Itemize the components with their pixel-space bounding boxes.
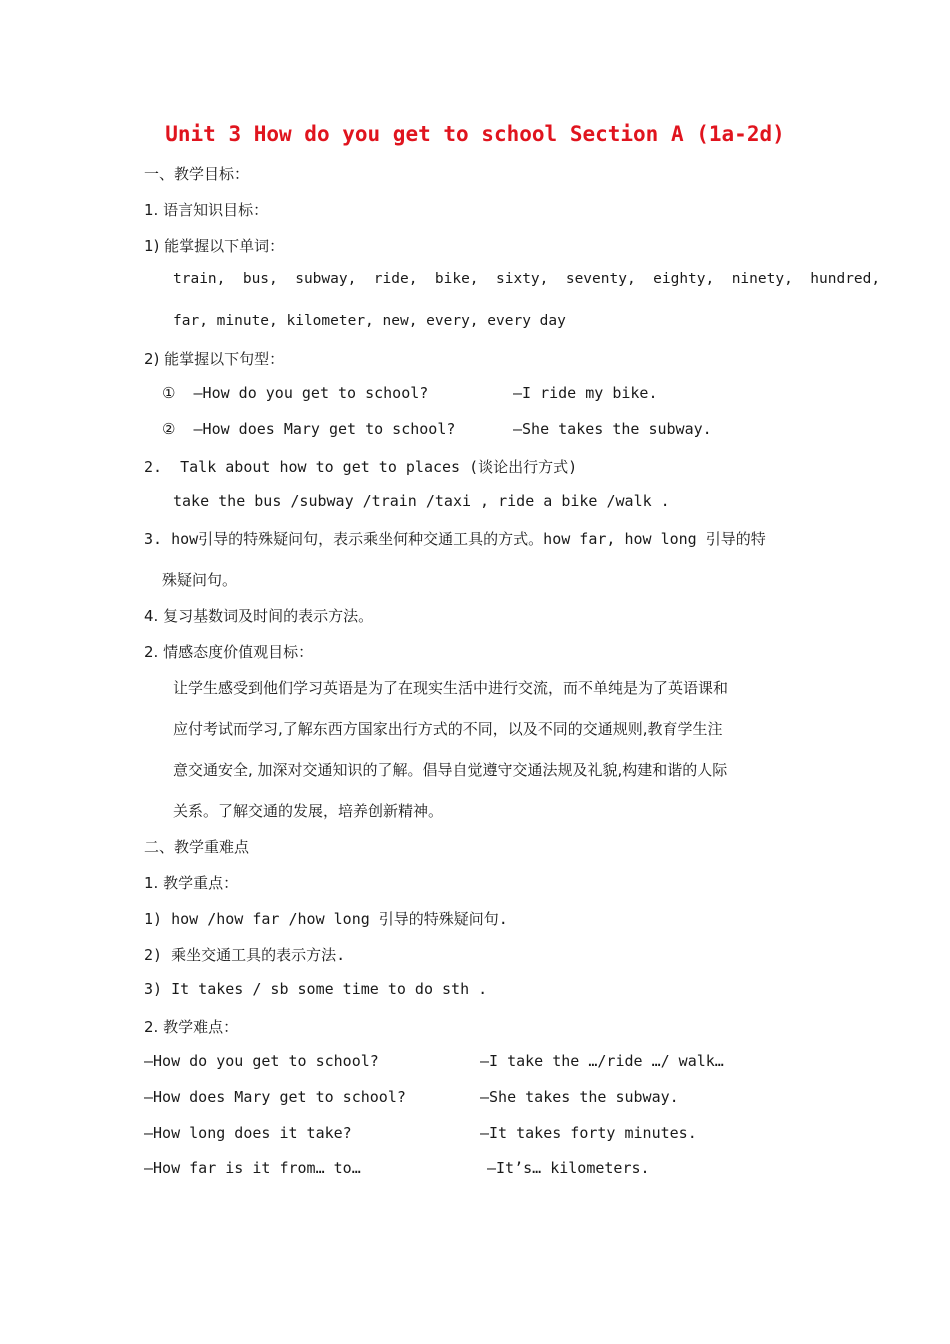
item-difficult-points: 2. 教学难点： xyxy=(144,1018,239,1036)
key-point-2: 2) 乘坐交通工具的表示方法. xyxy=(144,946,346,964)
pattern-2-question: ② —How does Mary get to school? xyxy=(162,420,456,438)
pattern-1-question: ① —How do you get to school? xyxy=(162,384,429,402)
item-talk-about-detail: take the bus /subway /train /taxi , ride a bike /walk . xyxy=(173,492,670,510)
key-point-1: 1) how /how far /how long 引导的特殊疑问句. xyxy=(144,910,508,928)
difficulty-2-question: —How does Mary get to school? xyxy=(144,1088,406,1106)
section-heading-key-points: 二、教学重难点 xyxy=(144,838,250,856)
difficulty-1-question: —How do you get to school? xyxy=(144,1052,379,1070)
item-language-knowledge: 1. 语言知识目标： xyxy=(144,201,269,219)
item-vocabulary-heading: 1) 能掌握以下单词： xyxy=(144,237,285,255)
key-point-3: 3) It takes / sb some time to do sth . xyxy=(144,980,488,998)
difficulty-4-answer: —It’s… kilometers. xyxy=(487,1159,650,1177)
emotion-paragraph-line-2: 应付考试而学习,了解东西方国家出行方式的不同，以及不同的交通规则,教育学生注 xyxy=(173,720,723,738)
difficulty-4-question: —How far is it from… to… xyxy=(144,1159,361,1177)
section-heading-objectives: 一、教学目标： xyxy=(144,165,250,183)
item-numbers-review: 4. 复习基数词及时间的表示方法。 xyxy=(144,607,374,625)
emotion-paragraph-line-1: 让学生感受到他们学习英语是为了在现实生活中进行交流，而不单纯是为了英语课和 xyxy=(173,679,729,697)
item-key-points: 1. 教学重点： xyxy=(144,874,239,892)
vocabulary-line-1: train, bus, subway, ride, bike, sixty, seventy, eighty, ninety, hundred, xyxy=(173,271,881,287)
document-title: Unit 3 How do you get to school Section A (1a-2d) xyxy=(165,122,785,146)
emotion-paragraph-line-3: 意交通安全, 加深对交通知识的了解。倡导自觉遵守交通法规及礼貌,构建和谐的人际 xyxy=(173,761,728,779)
difficulty-3-answer: —It takes forty minutes. xyxy=(480,1124,697,1142)
pattern-1-answer: —I ride my bike. xyxy=(513,384,658,402)
item-emotion-goals: 2. 情感态度价值观目标： xyxy=(144,643,314,661)
difficulty-3-question: —How long does it take? xyxy=(144,1124,352,1142)
difficulty-2-answer: —She takes the subway. xyxy=(480,1088,679,1106)
vocabulary-line-2: far, minute, kilometer, new, every, every day xyxy=(173,313,566,329)
difficulty-1-answer: —I take the …/ride …/ walk… xyxy=(480,1052,724,1070)
item-how-questions-line-2: 殊疑问句。 xyxy=(162,571,238,589)
emotion-paragraph-line-4: 关系。了解交通的发展，培养创新精神。 xyxy=(173,802,444,820)
item-how-questions-line-1: 3. how引导的特殊疑问句，表示乘坐何种交通工具的方式。how far, how long 引导的特 xyxy=(144,530,766,548)
item-sentence-patterns-heading: 2) 能掌握以下句型： xyxy=(144,350,285,368)
item-talk-about: 2. Talk about how to get to places (谈论出行方式) xyxy=(144,458,578,476)
pattern-2-answer: —She takes the subway. xyxy=(513,420,712,438)
